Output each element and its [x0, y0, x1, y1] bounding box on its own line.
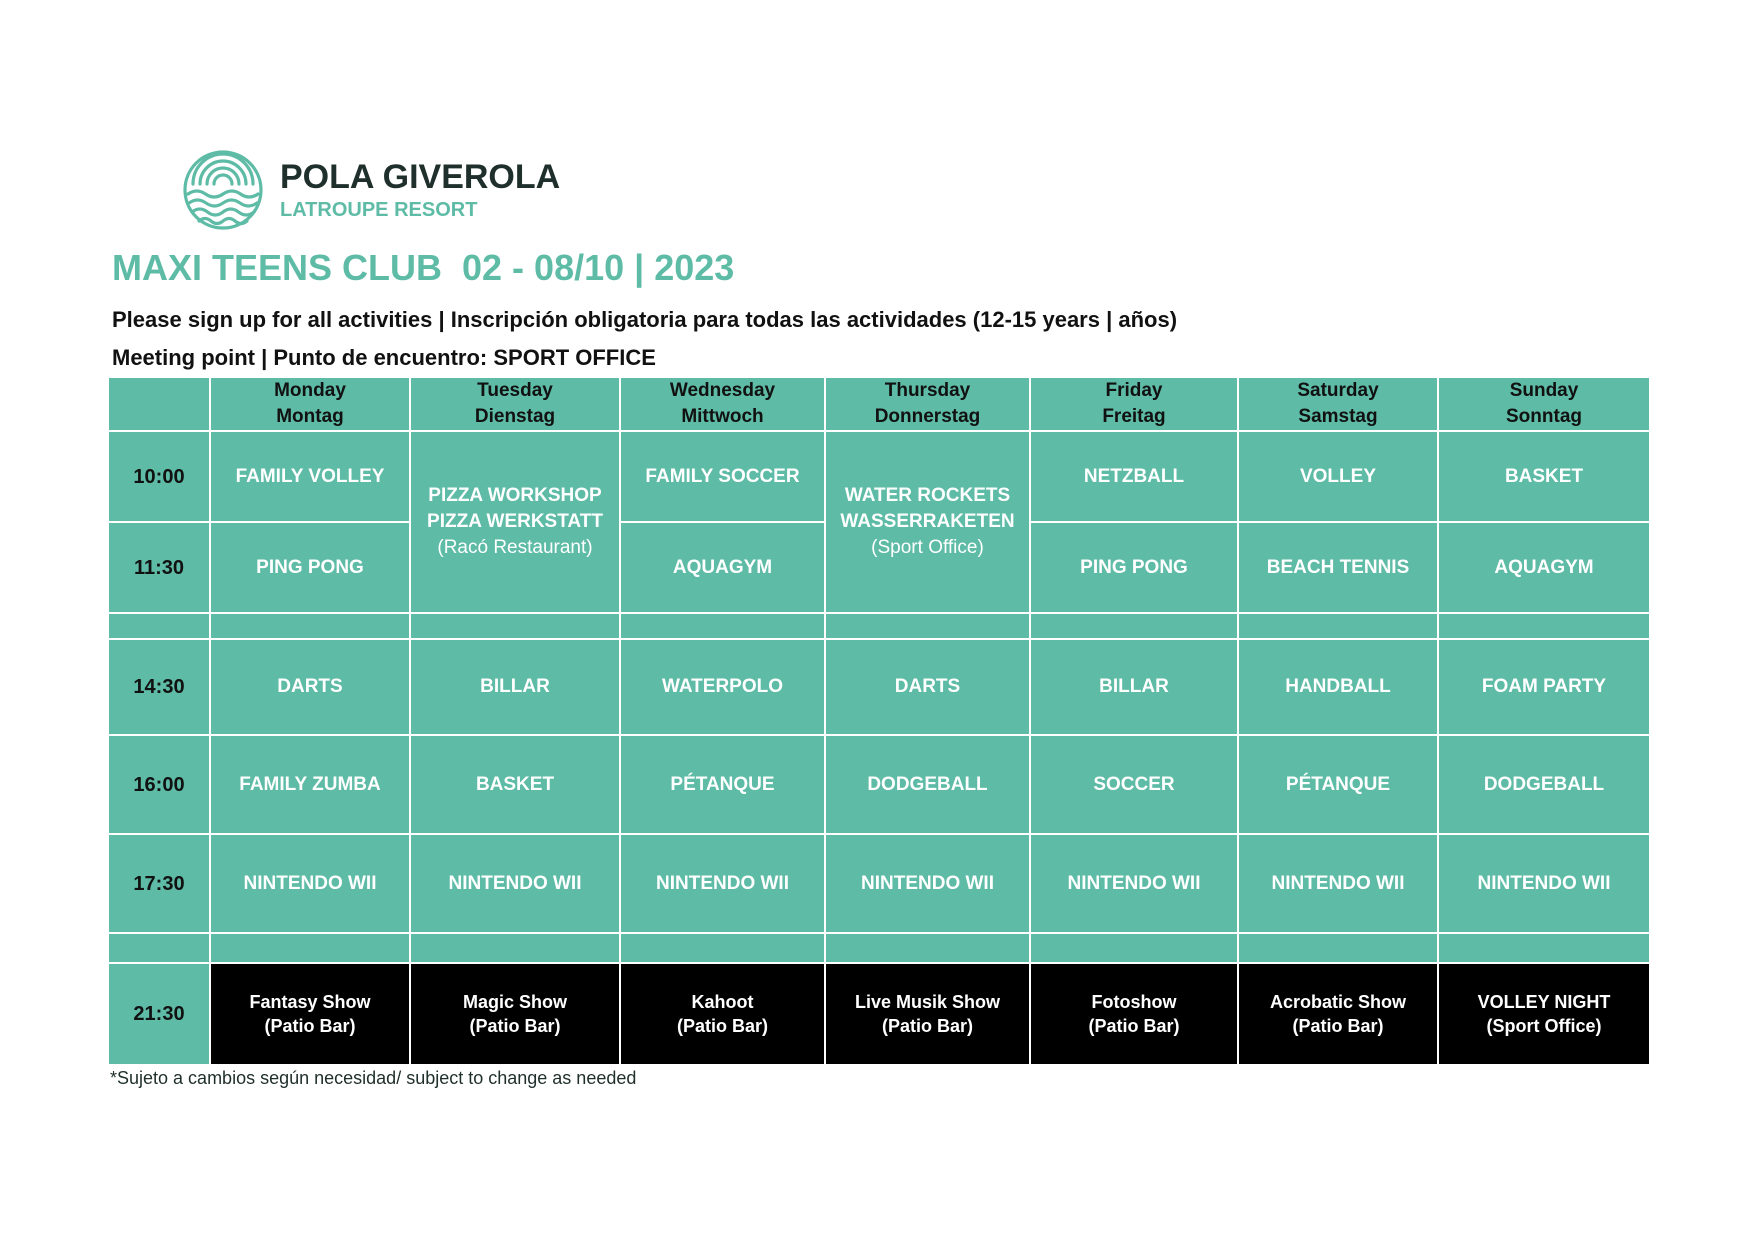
- activity-cell: BASKET: [410, 735, 620, 834]
- schedule-table: [107, 376, 1651, 1066]
- activity-cell: NINTENDO WII: [1030, 834, 1238, 933]
- time-cell: 11:30: [108, 522, 210, 613]
- resort-logo: [180, 148, 560, 232]
- activity-cell: BILLAR: [410, 639, 620, 735]
- time-cell: 17:30: [108, 834, 210, 933]
- logo-name: POLA GIVEROLA: [280, 158, 561, 196]
- activity-cell: NINTENDO WII: [620, 834, 825, 933]
- activity-cell: NINTENDO WII: [1238, 834, 1438, 933]
- day-header-friday: Friday Freitag: [1030, 377, 1238, 431]
- page-title: MAXI TEENS CLUB 02 - 08/10 | 2023: [112, 247, 735, 288]
- evening-show-cell: Magic Show (Patio Bar): [410, 963, 620, 1065]
- activity-cell-merged: PIZZA WORKSHOP PIZZA WERKSTATT (Racó Restaurant): [410, 431, 620, 613]
- signup-notice: Please sign up for all activities | Inscripción obligatoria para todas las actividades (12-15 years | años): [112, 307, 1178, 332]
- activity-cell-merged: WATER ROCKETS WASSERRAKETEN (Sport Office): [825, 431, 1030, 613]
- activity-cell: BEACH TENNIS: [1238, 522, 1438, 613]
- logo-subtitle: LATROUPE RESORT: [280, 199, 478, 221]
- activity-cell: DODGEBALL: [1438, 735, 1650, 834]
- activity-cell: WATERPOLO: [620, 639, 825, 735]
- activity-cell: NINTENDO WII: [1438, 834, 1650, 933]
- evening-show-cell: VOLLEY NIGHT (Sport Office): [1438, 963, 1650, 1065]
- day-header-saturday: Saturday Samstag: [1238, 377, 1438, 431]
- day-header-row: [108, 377, 1650, 431]
- evening-show-cell: Live Musik Show (Patio Bar): [825, 963, 1030, 1065]
- activity-cell: NINTENDO WII: [210, 834, 410, 933]
- activity-cell: DODGEBALL: [825, 735, 1030, 834]
- row-1430: [108, 639, 1650, 735]
- activity-cell: AQUAGYM: [620, 522, 825, 613]
- activity-cell: DARTS: [825, 639, 1030, 735]
- activity-cell: SOCCER: [1030, 735, 1238, 834]
- spacer-row: [108, 613, 1650, 639]
- activity-cell: PING PONG: [1030, 522, 1238, 613]
- activity-cell: AQUAGYM: [1438, 522, 1650, 613]
- sun-waves-logo-icon: [180, 148, 266, 232]
- activity-cell: BASKET: [1438, 431, 1650, 522]
- activity-cell: PÉTANQUE: [1238, 735, 1438, 834]
- activity-cell: PING PONG: [210, 522, 410, 613]
- time-cell: 14:30: [108, 639, 210, 735]
- time-cell: 16:00: [108, 735, 210, 834]
- spacer-row: [108, 933, 1650, 963]
- day-header-thursday: Thursday Donnerstag: [825, 377, 1030, 431]
- evening-show-cell: Fotoshow (Patio Bar): [1030, 963, 1238, 1065]
- evening-show-cell: Acrobatic Show (Patio Bar): [1238, 963, 1438, 1065]
- corner-cell: [108, 377, 210, 431]
- day-header-tuesday: Tuesday Dienstag: [410, 377, 620, 431]
- row-1000: [108, 431, 1650, 522]
- activity-cell: FAMILY ZUMBA: [210, 735, 410, 834]
- activity-cell: HANDBALL: [1238, 639, 1438, 735]
- day-header-monday: Monday Montag: [210, 377, 410, 431]
- footnote: *Sujeto a cambios según necesidad/ subject to change as needed: [110, 1068, 637, 1088]
- activity-cell: PÉTANQUE: [620, 735, 825, 834]
- activity-cell: FAMILY VOLLEY: [210, 431, 410, 522]
- activity-cell: FOAM PARTY: [1438, 639, 1650, 735]
- time-cell: 10:00: [108, 431, 210, 522]
- activity-cell: NINTENDO WII: [825, 834, 1030, 933]
- row-1730: [108, 834, 1650, 933]
- activity-cell: DARTS: [210, 639, 410, 735]
- activity-cell: NETZBALL: [1030, 431, 1238, 522]
- activity-cell: FAMILY SOCCER: [620, 431, 825, 522]
- time-cell: 21:30: [108, 963, 210, 1065]
- day-header-sunday: Sunday Sonntag: [1438, 377, 1650, 431]
- meeting-point: Meeting point | Punto de encuentro: SPORT OFFICE: [112, 345, 656, 370]
- activity-cell: NINTENDO WII: [410, 834, 620, 933]
- day-header-wednesday: Wednesday Mittwoch: [620, 377, 825, 431]
- activity-cell: VOLLEY: [1238, 431, 1438, 522]
- evening-show-cell: Kahoot (Patio Bar): [620, 963, 825, 1065]
- evening-show-cell: Fantasy Show (Patio Bar): [210, 963, 410, 1065]
- row-2130: [108, 963, 1650, 1065]
- activity-cell: BILLAR: [1030, 639, 1238, 735]
- row-1600: [108, 735, 1650, 834]
